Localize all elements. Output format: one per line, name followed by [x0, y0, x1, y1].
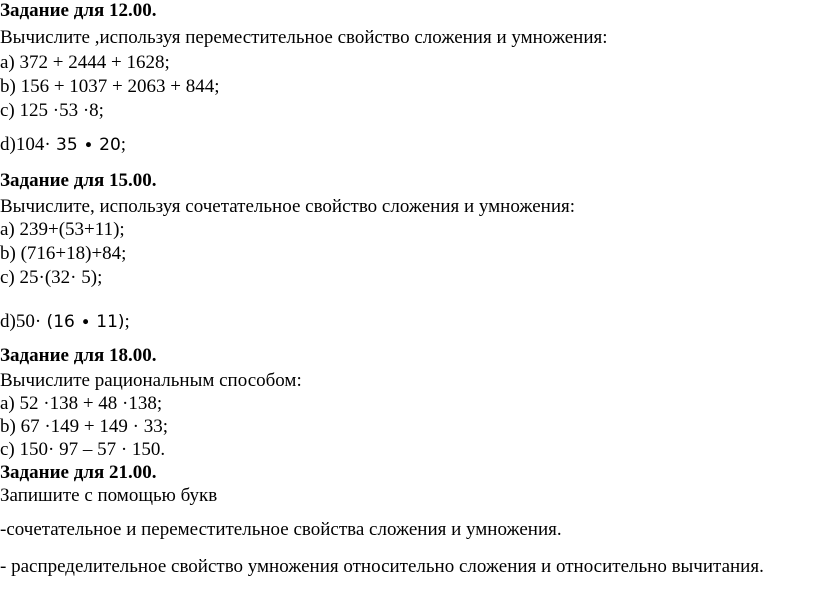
task-21-heading: Задание для 21.00. — [0, 462, 157, 483]
task-21-item-2: - распределительное свойство умножения относительно сложения и относительно вычитания. — [0, 556, 764, 577]
task-12-heading: Задание для 12.00. — [0, 0, 157, 21]
task-12-item-d-expression: 35 ∙ 20 — [50, 135, 121, 155]
task-18-item-a: а) 52 ·138 + 48 ·138; — [0, 393, 163, 414]
task-18-instruction: Вычислите рациональным способом: — [0, 370, 302, 391]
task-15-item-d-prefix: d)50· — [0, 311, 42, 332]
task-12-item-d — [0, 134, 126, 156]
task-15-item-a: a) 239+(53+11); — [0, 219, 125, 240]
task-18-item-b: b) 67 ·149 + 149 · 33; — [0, 416, 168, 437]
task-12-item-b: b) 156 + 1037 + 2063 + 844; — [0, 76, 220, 97]
task-15-heading: Задание для 15.00. — [0, 170, 157, 191]
task-15-item-b: b) (716+18)+84; — [0, 243, 127, 264]
task-15-item-d-expression: (16 ∙ 11) — [41, 312, 125, 332]
task-15-item-d — [0, 311, 130, 333]
task-18-item-c: c) 150· 97 – 57 · 150. — [0, 439, 166, 460]
task-12-instruction: Вычислите ,используя переместительное свойство сложения и умножения: — [0, 27, 608, 48]
task-12-item-c: c) 125 ·53 ·8; — [0, 100, 104, 121]
task-21-instruction: Запишите с помощью букв — [0, 485, 218, 506]
task-12-item-d-suffix: ; — [120, 134, 127, 155]
task-12-item-d-prefix: d)104· — [0, 134, 51, 155]
task-21-item-1: -сочетательное и переместительное свойства сложения и умножения. — [0, 519, 562, 540]
task-15-item-d-suffix: ; — [124, 311, 130, 332]
task-12-item-a: а) 372 + 2444 + 1628; — [0, 52, 170, 73]
task-15-item-c: c) 25·(32· 5); — [0, 267, 103, 288]
task-18-heading: Задание для 18.00. — [0, 345, 157, 366]
task-15-instruction: Вычислите, используя сочетательное свойство сложения и умножения: — [0, 196, 576, 217]
